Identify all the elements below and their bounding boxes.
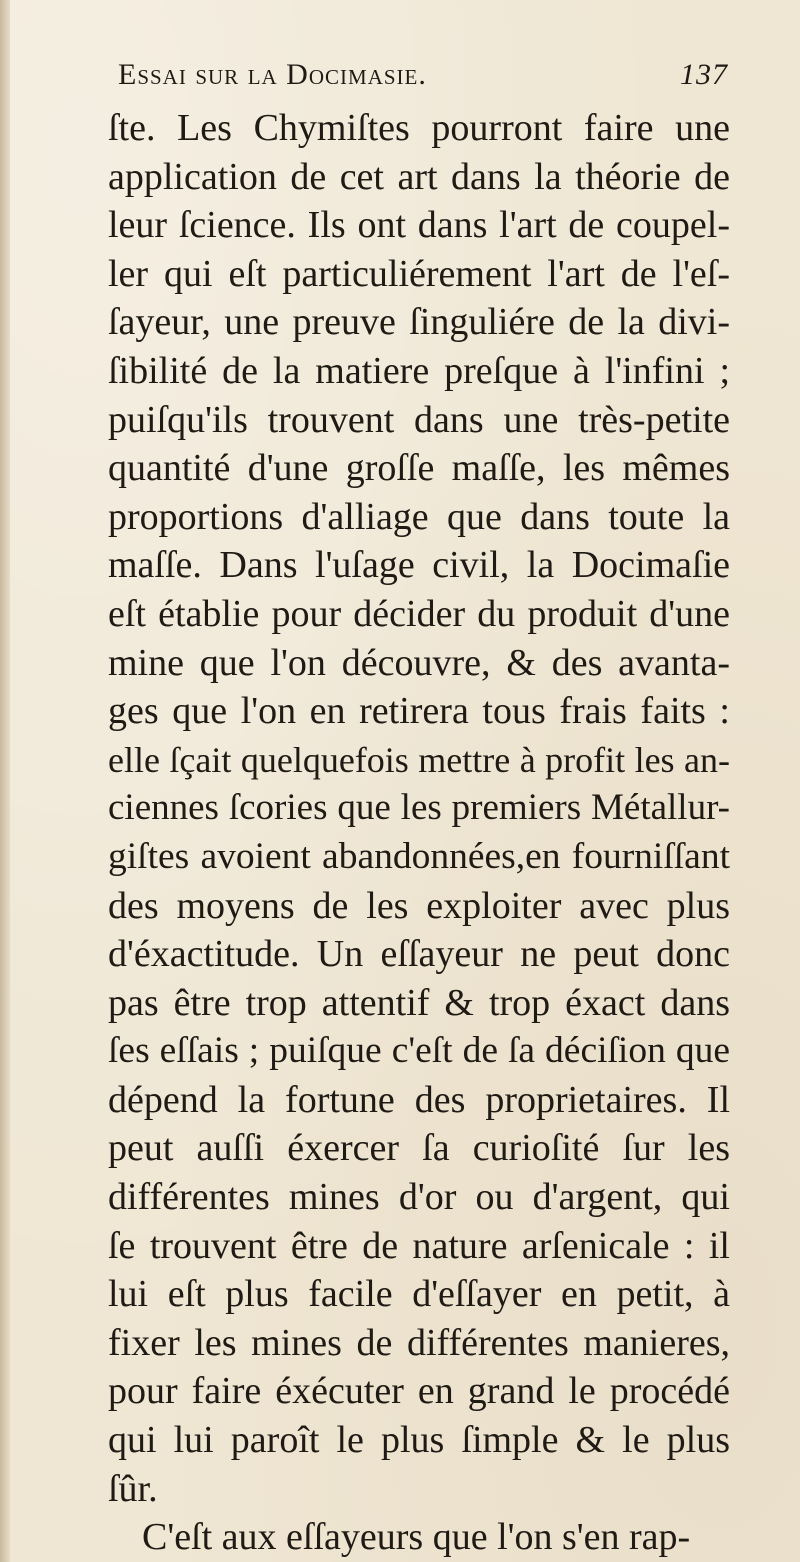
- text-line: peut auſſi éxercer ſa curioſité ſur les: [108, 1127, 730, 1170]
- text-line: C'eſt aux eſſayeurs que l'on s'en rap-: [142, 1516, 691, 1559]
- text-line: leur ſcience. Ils ont dans l'art de coupel-: [108, 204, 730, 247]
- text-line: ler qui eſt particuliérement l'art de l'eſ-: [108, 252, 730, 295]
- text-line: mine que l'on découvre, & des avanta-: [108, 641, 730, 684]
- running-head: [118, 58, 728, 102]
- text-line: quantité d'une groſſe maſſe, les mêmes: [108, 447, 730, 490]
- text-line: giſtes avoient abandonnées,en fourniſſant: [108, 835, 730, 877]
- text-line: ciennes ſcories que les premiers Métallur-: [108, 787, 730, 829]
- running-head-title: Essai sur la Docimasie.: [118, 58, 427, 91]
- text-line: ſûr.: [108, 1467, 158, 1510]
- text-line: lui eſt plus facile d'eſſayer en petit, à: [108, 1273, 730, 1316]
- text-line: elle ſçait quelquefois mettre à profit les an-: [108, 739, 730, 780]
- text-line: dépend la fortune des proprietaires. Il: [108, 1078, 730, 1121]
- text-line: pour faire éxécuter en grand le procédé: [108, 1370, 730, 1413]
- text-line: différentes mines d'or ou d'argent, qui: [108, 1176, 730, 1219]
- page-gutter-shadow: [0, 0, 10, 1562]
- page-number: 137: [680, 58, 728, 91]
- text-line: ſes eſſais ; puiſque c'eſt de ſa déciſion que: [108, 1030, 730, 1072]
- text-line: ſe trouvent être de nature arſenicale : il: [108, 1224, 730, 1267]
- text-line: fixer les mines de différentes manieres,: [108, 1321, 730, 1364]
- text-line: ges que l'on en retirera tous frais faits :: [108, 690, 730, 733]
- text-line: application de cet art dans la théorie de: [108, 155, 730, 198]
- body-text: [108, 104, 730, 1562]
- text-line: eſt établie pour décider du produit d'une: [108, 592, 730, 635]
- text-line: puiſqu'ils trouvent dans une très-petite: [108, 398, 730, 441]
- text-line: ſayeur, une preuve ſinguliére de la divi-: [108, 301, 730, 344]
- text-line: proportions d'alliage que dans toute la: [108, 495, 730, 538]
- text-line: maſſe. Dans l'uſage civil, la Docimaſie: [108, 544, 730, 587]
- text-line: pas être trop attentif & trop éxact dans: [108, 981, 730, 1024]
- text-line: ſibilité de la matiere preſque à l'infini ;: [108, 349, 730, 392]
- text-line: d'éxactitude. Un eſſayeur ne peut donc: [108, 933, 730, 976]
- text-line: des moyens de les exploiter avec plus: [108, 884, 730, 927]
- text-line: ſte. Les Chymiſtes pourront faire une: [108, 107, 730, 149]
- text-line: qui lui paroît le plus ſimple & le plus: [108, 1419, 730, 1462]
